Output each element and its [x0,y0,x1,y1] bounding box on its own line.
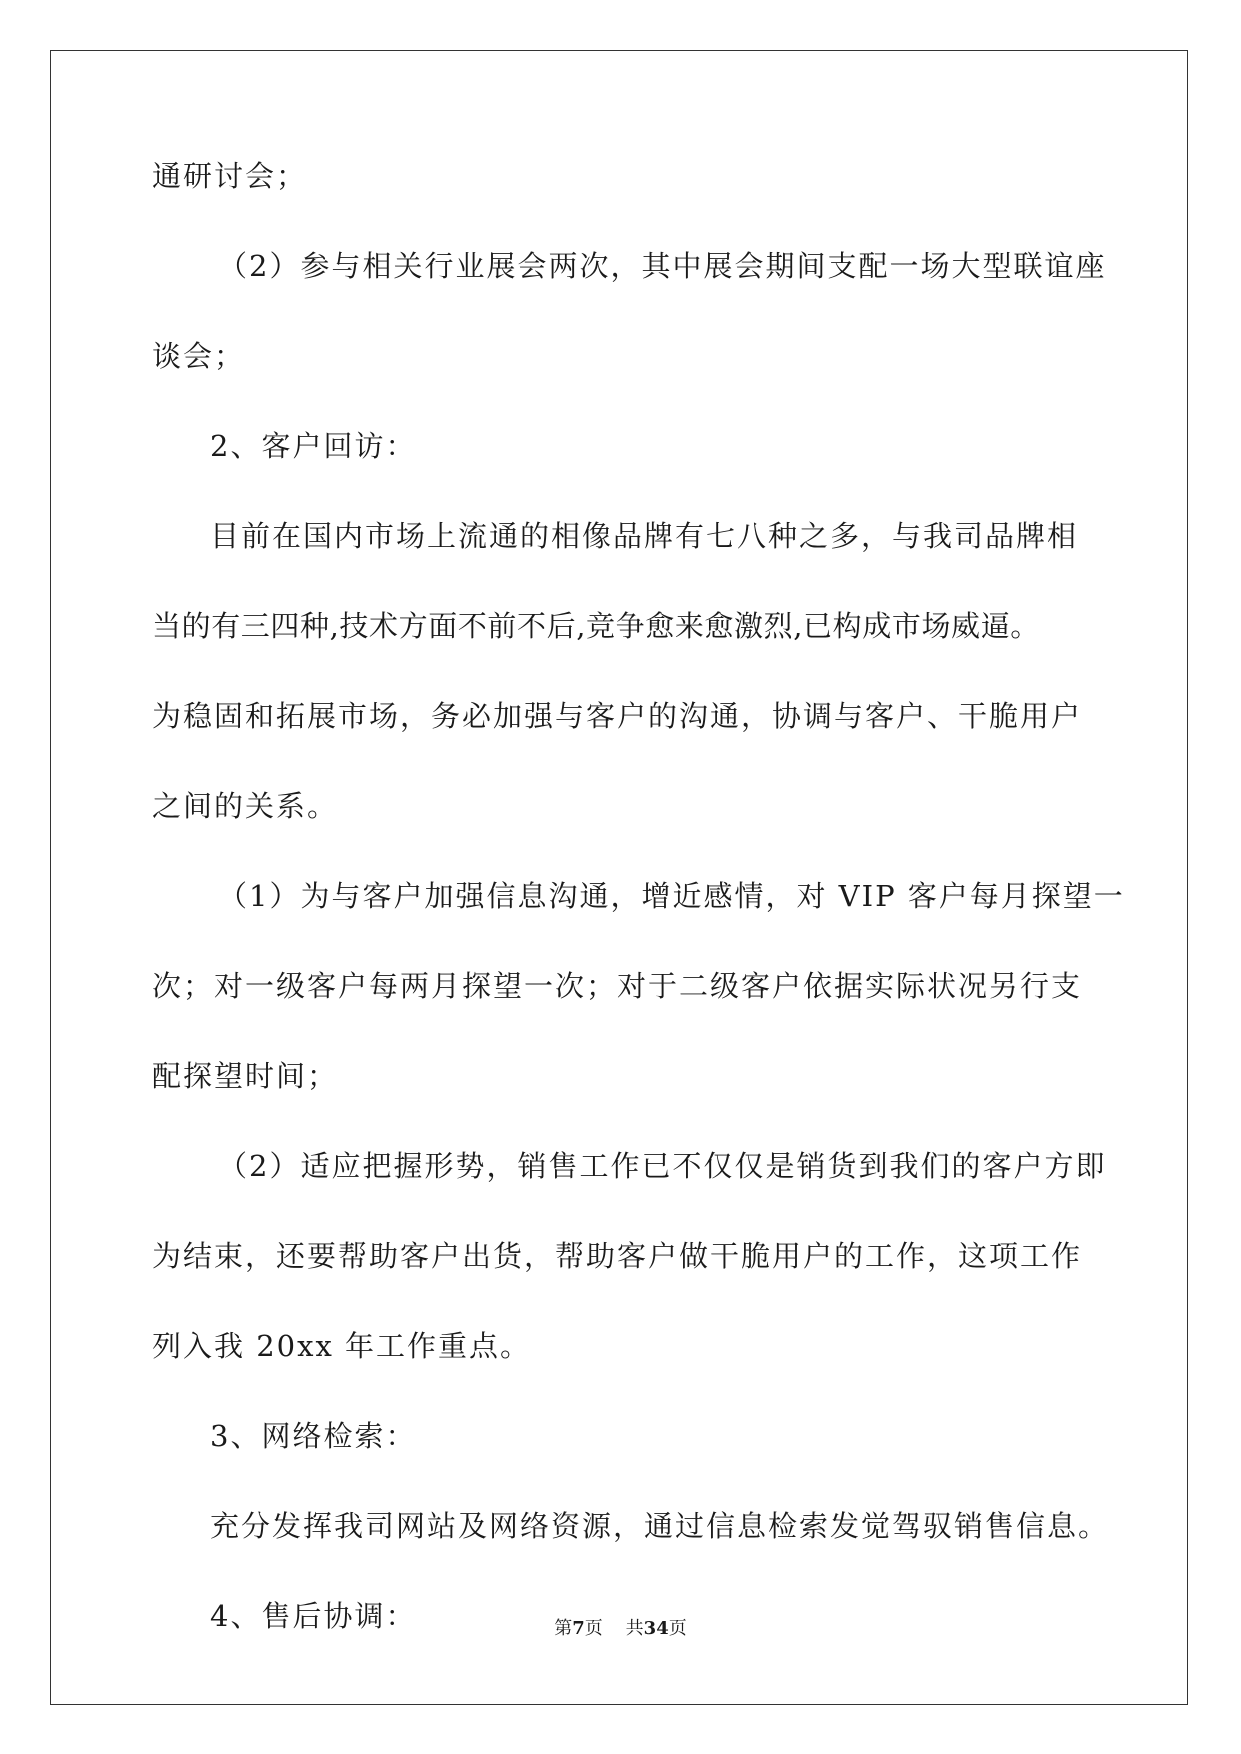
section-heading: 3、网络检索： [210,1419,417,1453]
section-heading: 4、售后协调： [210,1599,417,1633]
text-line: 为稳固和拓展市场，务必加强与客户的沟通，协调与客户、干脆用户 [152,699,1083,733]
text-line: （2）参与相关行业展会两次，其中展会期间支配一场大型联谊座 [218,249,1107,283]
text-line: 目前在国内市场上流通的相像品牌有七八种之多，与我司品牌相 [210,519,1079,553]
footer-total-prefix: 共 [625,1618,644,1639]
text-line: 通研讨会； [152,159,308,193]
text-line: 为结束，还要帮助客户出货，帮助客户做干脆用户的工作，这项工作 [152,1239,1083,1273]
text-line: （2）适应把握形势，销售工作已不仅仅是销货到我们的客户方即 [218,1149,1107,1183]
text-line: （1）为与客户加强信息沟通，增近感情，对 VIP 客户每月探望一 [218,879,1125,913]
page-footer [0,1614,1241,1640]
footer-page-number: 7 [572,1618,585,1639]
footer-page-prefix: 第 [554,1618,573,1639]
text-line: 配探望时间； [152,1059,339,1093]
text-line: 之间的关系。 [152,789,339,823]
footer-total-suffix: 页 [668,1618,687,1639]
text-line: 次；对一级客户每两月探望一次；对于二级客户依据实际状况另行支 [152,969,1083,1003]
text-line: 谈会； [152,339,246,373]
footer-total-number: 34 [643,1618,669,1639]
text-line: 充分发挥我司网站及网络资源，通过信息检索发觉驾驭销售信息。 [210,1509,1110,1543]
text-line: 列入我 20xx 年工作重点。 [152,1329,532,1363]
footer-page-suffix: 页 [584,1618,603,1639]
text-line: 当的有三四种,技术方面不前不后,竞争愈来愈激烈,已构成市场威逼。 [152,609,1040,643]
section-heading: 2、客户回访： [210,429,417,463]
